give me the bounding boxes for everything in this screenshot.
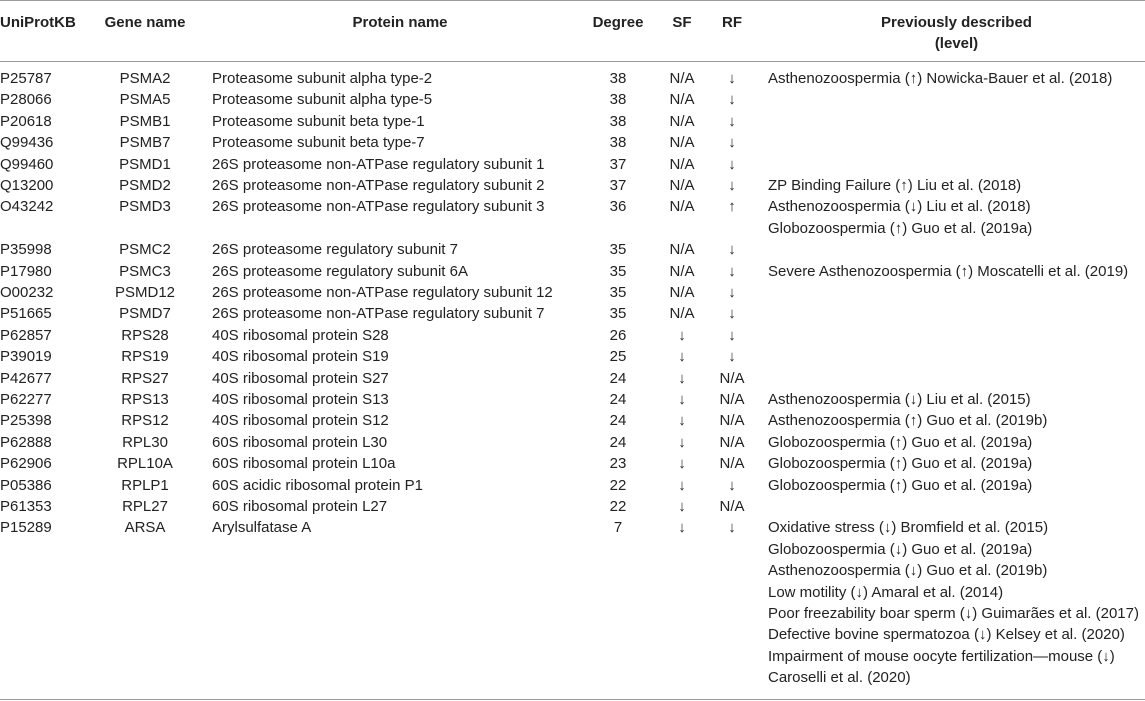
rf-cell: ↓ — [728, 112, 736, 130]
sf-cell: N/A — [669, 70, 695, 87]
previously-described-text: Severe Asthenozoospermia (↑) Moscatelli et al. (2019) — [768, 262, 1129, 280]
protein-cell: 40S ribosomal protein S12 — [212, 412, 389, 430]
sf-cell: N/A — [669, 262, 695, 280]
sf-cell: ↓ — [678, 455, 686, 473]
rf-cell: ↓ — [728, 134, 736, 152]
previously-described-text: Asthenozoospermia (↑) Guo et al. (2019b) — [768, 412, 1048, 430]
header-previously-described — [768, 12, 1145, 54]
protein-cell: 40S ribosomal protein S13 — [212, 391, 389, 408]
sf-cell: ↓ — [678, 476, 686, 494]
protein-cell: 26S proteasome non-ATPase regulatory subunit 1 — [212, 155, 545, 173]
gene-cell: RPLP1 — [121, 476, 169, 494]
accession-cell: P62906 — [0, 455, 52, 473]
degree-cell: 38 — [609, 91, 627, 109]
header-rf: RF — [722, 14, 742, 31]
table-row — [0, 132, 1145, 153]
header-protein-name: Protein name — [352, 14, 448, 31]
gene-cell: PSMD1 — [119, 155, 171, 173]
header-previously-described-line1: Previously described — [881, 14, 1032, 31]
previously-described-text: Oxidative stress (↓) Bromfield et al. (2015) — [768, 519, 1049, 537]
table-top-rule — [0, 0, 1145, 1]
degree-cell: 35 — [609, 305, 627, 323]
sf-cell: ↓ — [678, 412, 686, 430]
rf-cell: ↓ — [728, 326, 736, 344]
degree-cell: 25 — [609, 348, 627, 366]
previously-described-text: Caroselli et al. (2020) — [768, 669, 911, 687]
gene-cell: RPS28 — [121, 326, 169, 344]
rf-cell: N/A — [719, 369, 745, 387]
sf-cell: ↓ — [678, 326, 686, 344]
table-row — [0, 239, 1145, 260]
accession-cell: O43242 — [0, 198, 54, 216]
previously-described-text: Globozoospermia (↓) Guo et al. (2019a) — [768, 540, 1033, 558]
previously-described-text: Asthenozoospermia (↑) Nowicka-Bauer et al. (2018) — [768, 70, 1113, 87]
protein-cell: 60S ribosomal protein L27 — [212, 498, 388, 515]
degree-cell: 26 — [609, 326, 627, 344]
protein-cell: 40S ribosomal protein S19 — [212, 348, 389, 366]
rf-cell: ↓ — [728, 262, 736, 280]
sf-cell: N/A — [669, 241, 695, 259]
degree-cell: 38 — [609, 112, 627, 130]
accession-cell: P35998 — [0, 241, 52, 259]
degree-cell: 7 — [613, 519, 623, 537]
gene-cell: PSMD7 — [119, 305, 171, 323]
protein-cell: 60S acidic ribosomal protein P1 — [212, 476, 423, 494]
sf-cell: N/A — [669, 155, 695, 173]
previously-described-text: Asthenozoospermia (↓) Guo et al. (2019b) — [768, 562, 1048, 580]
previously-described-text: Poor freezability boar sperm (↓) Guimarães et al. (2017) — [768, 605, 1139, 622]
previously-described-text: Globozoospermia (↑) Guo et al. (2019a) — [768, 219, 1033, 237]
degree-cell: 22 — [609, 498, 627, 515]
protein-cell: Proteasome subunit beta type-1 — [212, 112, 425, 130]
sf-cell: N/A — [669, 134, 695, 152]
rf-cell: N/A — [719, 455, 745, 473]
previously-described-text: Globozoospermia (↑) Guo et al. (2019a) — [768, 476, 1033, 494]
degree-cell: 35 — [609, 284, 627, 301]
degree-cell: 37 — [609, 155, 627, 173]
accession-cell: P62857 — [0, 326, 52, 344]
rf-cell: ↓ — [728, 519, 736, 537]
table-row — [0, 346, 1145, 367]
rf-cell: ↓ — [728, 305, 736, 323]
degree-cell: 35 — [609, 262, 627, 280]
sf-cell: N/A — [669, 112, 695, 130]
degree-cell: 24 — [609, 433, 627, 451]
header-sf: SF — [672, 14, 692, 31]
gene-cell: PSMD3 — [119, 198, 171, 216]
table-row — [0, 111, 1145, 132]
protein-cell: 26S proteasome non-ATPase regulatory subunit 12 — [212, 284, 553, 301]
accession-cell: P20618 — [0, 112, 52, 130]
degree-cell: 22 — [609, 476, 627, 494]
sf-cell: N/A — [669, 284, 695, 301]
sf-cell: ↓ — [678, 433, 686, 451]
previously-described-text: Asthenozoospermia (↓) Liu et al. (2015) — [768, 391, 1031, 408]
rf-cell: ↓ — [728, 91, 736, 109]
table-row — [0, 496, 1145, 517]
rf-cell: N/A — [719, 433, 745, 451]
accession-cell: Q99436 — [0, 134, 54, 152]
rf-cell: N/A — [719, 391, 745, 408]
accession-cell: P15289 — [0, 519, 52, 537]
rf-cell: ↑ — [728, 198, 736, 216]
protein-cell: 26S proteasome regulatory subunit 7 — [212, 241, 458, 259]
accession-cell: P39019 — [0, 348, 52, 366]
degree-cell: 38 — [609, 134, 627, 152]
sf-cell: N/A — [669, 91, 695, 109]
sf-cell: ↓ — [678, 391, 686, 408]
table-row — [0, 154, 1145, 175]
rf-cell: ↓ — [728, 476, 736, 494]
gene-cell: PSMA5 — [119, 91, 171, 109]
previously-described-text: Globozoospermia (↑) Guo et al. (2019a) — [768, 455, 1033, 473]
rf-cell: ↓ — [728, 241, 736, 259]
sf-cell: ↓ — [678, 348, 686, 366]
rf-cell: ↓ — [728, 70, 736, 87]
accession-cell: P25787 — [0, 70, 52, 87]
protein-cell: 60S ribosomal protein L30 — [212, 433, 388, 451]
gene-cell: RPS27 — [121, 369, 169, 387]
protein-cell: 40S ribosomal protein S27 — [212, 369, 389, 387]
protein-cell: 26S proteasome non-ATPase regulatory subunit 3 — [212, 198, 545, 216]
protein-cell: 40S ribosomal protein S28 — [212, 326, 389, 344]
accession-cell: P51665 — [0, 305, 52, 323]
gene-cell: PSMB1 — [119, 112, 171, 130]
table-row — [0, 89, 1145, 110]
table-row — [0, 303, 1145, 324]
gene-cell: ARSA — [124, 519, 166, 537]
header-uniprotkb: UniProtKB — [0, 14, 76, 31]
accession-cell: P62888 — [0, 433, 52, 451]
rf-cell: ↓ — [728, 177, 736, 194]
header-previously-described-line2: (level) — [934, 35, 979, 52]
header-rule — [0, 61, 1145, 62]
header-gene-name: Gene name — [104, 14, 186, 31]
accession-cell: P62277 — [0, 391, 52, 408]
protein-cell: 26S proteasome regulatory subunit 6A — [212, 262, 468, 280]
rf-cell: ↓ — [728, 155, 736, 173]
gene-cell: PSMB7 — [119, 134, 171, 152]
gene-cell: RPL10A — [117, 455, 173, 473]
accession-cell: Q99460 — [0, 155, 54, 173]
degree-cell: 37 — [609, 177, 627, 194]
protein-cell: Arylsulfatase A — [212, 519, 312, 537]
table-row — [0, 325, 1145, 346]
accession-cell: Q13200 — [0, 177, 54, 194]
protein-cell: 60S ribosomal protein L10a — [212, 455, 396, 473]
degree-cell: 24 — [609, 369, 627, 387]
protein-cell: Proteasome subunit alpha type-2 — [212, 70, 433, 87]
protein-cell: Proteasome subunit alpha type-5 — [212, 91, 433, 109]
previously-described-text: Asthenozoospermia (↓) Liu et al. (2018) — [768, 198, 1031, 216]
gene-cell: PSMC3 — [119, 262, 171, 280]
table-row — [0, 368, 1145, 389]
accession-cell: P25398 — [0, 412, 52, 430]
sf-cell: ↓ — [678, 519, 686, 537]
gene-cell: PSMD2 — [119, 177, 171, 194]
table-row — [0, 282, 1145, 303]
sf-cell: ↓ — [678, 498, 686, 515]
degree-cell: 23 — [609, 455, 627, 473]
accession-cell: P05386 — [0, 476, 52, 494]
protein-cell: Proteasome subunit beta type-7 — [212, 134, 425, 152]
sf-cell: ↓ — [678, 369, 686, 387]
protein-cell: 26S proteasome non-ATPase regulatory subunit 7 — [212, 305, 545, 323]
rf-cell: N/A — [719, 498, 745, 515]
previously-described-text: Low motility (↓) Amaral et al. (2014) — [768, 583, 1004, 601]
gene-cell: PSMD12 — [114, 284, 176, 301]
table-bottom-rule — [0, 699, 1145, 700]
header-degree: Degree — [592, 14, 644, 31]
sf-cell: N/A — [669, 177, 695, 194]
accession-cell: P28066 — [0, 91, 52, 109]
gene-cell: RPS12 — [121, 412, 169, 430]
previously-described-text: Globozoospermia (↑) Guo et al. (2019a) — [768, 433, 1033, 451]
gene-cell: RPL27 — [122, 498, 168, 515]
degree-cell: 38 — [609, 70, 627, 87]
gene-cell: RPS13 — [121, 391, 169, 408]
sf-cell: N/A — [669, 198, 695, 216]
gene-cell: RPS19 — [121, 348, 169, 366]
previously-described-text: ZP Binding Failure (↑) Liu et al. (2018) — [768, 177, 1022, 194]
degree-cell: 35 — [609, 241, 627, 259]
rf-cell: ↓ — [728, 348, 736, 366]
gene-cell: PSMC2 — [119, 241, 171, 259]
rf-cell: N/A — [719, 412, 745, 430]
accession-cell: P42677 — [0, 369, 52, 387]
degree-cell: 36 — [609, 198, 627, 216]
rf-cell: ↓ — [728, 284, 736, 301]
protein-cell: 26S proteasome non-ATPase regulatory subunit 2 — [212, 177, 545, 194]
degree-cell: 24 — [609, 412, 627, 430]
accession-cell: O00232 — [0, 284, 54, 301]
gene-cell: RPL30 — [122, 433, 168, 451]
sf-cell: N/A — [669, 305, 695, 323]
accession-cell: P17980 — [0, 262, 52, 280]
degree-cell: 24 — [609, 391, 627, 408]
accession-cell: P61353 — [0, 498, 52, 515]
previously-described-text: Impairment of mouse oocyte fertilization—mouse (↓) — [768, 647, 1115, 665]
gene-cell: PSMA2 — [119, 70, 171, 87]
previously-described-text: Defective bovine spermatozoa (↓) Kelsey et al. (2020) — [768, 626, 1125, 644]
